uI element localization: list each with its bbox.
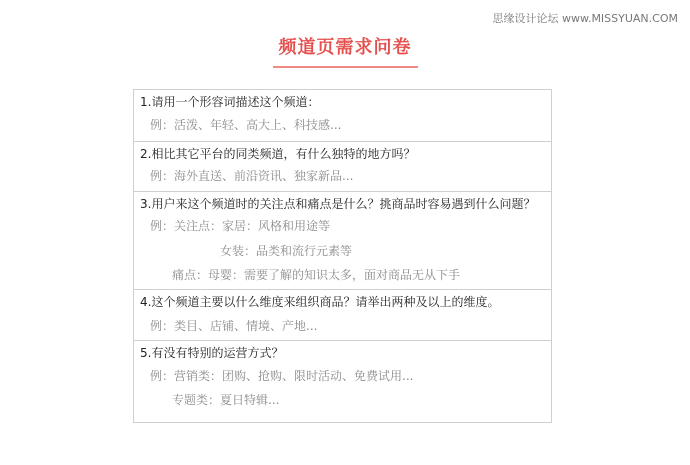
question-text: 5.有没有特别的运营方式？	[140, 346, 284, 360]
example-text: 例：类目、店铺、情境、产地...	[150, 319, 318, 333]
question-section-3	[134, 192, 551, 290]
question-section-5	[134, 341, 551, 422]
question-text: 4.这个频道主要以什么维度来组织商品？请举出两种及以上的维度。	[140, 295, 500, 309]
title-container	[0, 36, 690, 68]
question-section-2	[134, 142, 551, 192]
survey-box	[133, 89, 552, 423]
page-title: 频道页需求问卷	[273, 36, 418, 68]
question-section-4	[134, 290, 551, 341]
question-section-1	[134, 90, 551, 142]
example-text: 痛点：母婴：需要了解的知识太多，面对商品无从下手	[172, 268, 461, 282]
example-text: 专题类：夏日特辑...	[172, 393, 280, 407]
example-text: 例：营销类：团购、抢购、限时活动、免费试用...	[150, 369, 414, 383]
example-text: 例：关注点：家居：风格和用途等	[150, 219, 331, 233]
question-text: 2.相比其它平台的同类频道，有什么独特的地方吗？	[140, 147, 416, 161]
example-text: 女装：品类和流行元素等	[220, 244, 353, 258]
example-text: 例：海外直送、前沿资讯、独家新品...	[150, 169, 354, 183]
watermark-text: 思缘设计论坛 www.MISSYUAN.COM	[492, 12, 678, 25]
question-text: 3.用户来这个频道时的关注点和痛点是什么？挑商品时容易遇到什么问题？	[140, 197, 536, 211]
example-text: 例：活泼、年轻、高大上、科技感...	[150, 118, 342, 132]
question-text: 1.请用一个形容词描述这个频道：	[140, 95, 320, 109]
